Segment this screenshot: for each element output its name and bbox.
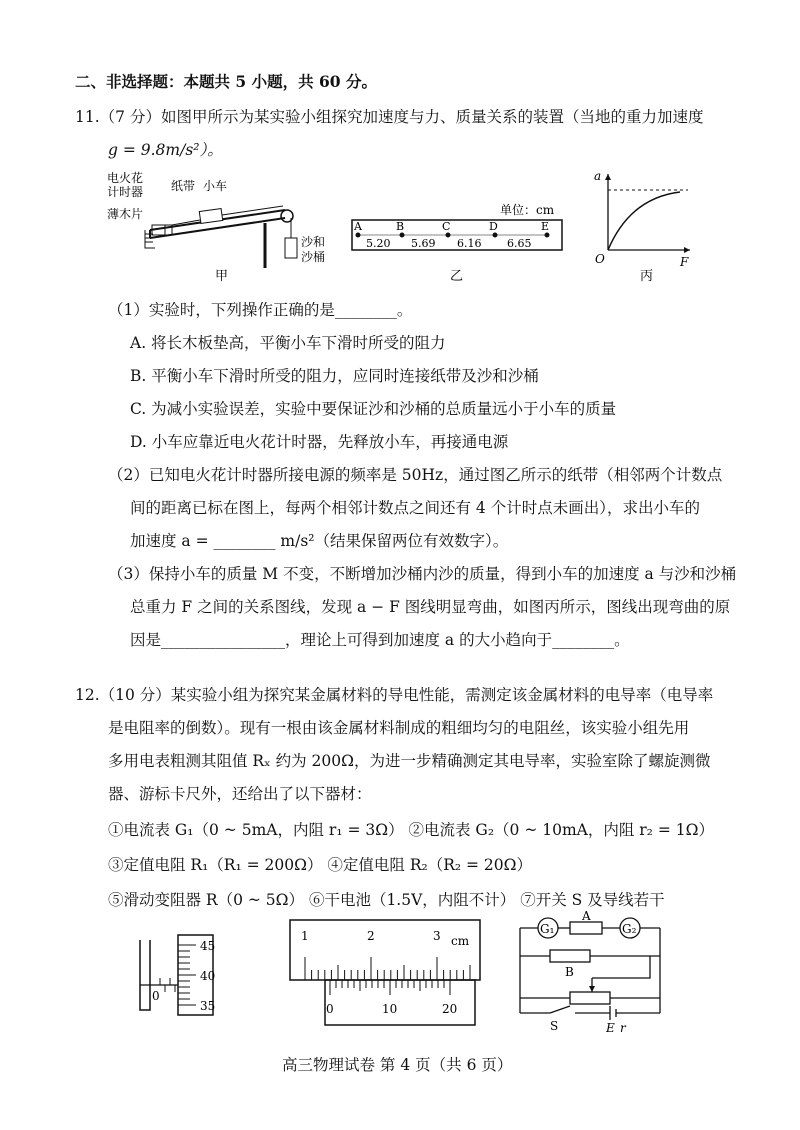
caliper-unit: cm: [451, 934, 470, 948]
caliper-main-2: 2: [367, 929, 375, 943]
q11-part2-l2: 间的距离已标在图上，每两个相邻计数点之间还有 4 个计时点未画出），求出小车的: [130, 499, 700, 517]
page-footer: 高三物理试卷 第 4 页（共 6 页）: [282, 1056, 513, 1074]
micrometer-tick-35: 35: [200, 999, 216, 1013]
circuit-internal-r: r: [620, 1021, 626, 1033]
tape-point-c: C: [442, 220, 451, 233]
label-baomupian: 薄木片: [107, 207, 144, 221]
graph-origin: O: [595, 252, 605, 266]
q11-option-a: A. 将长木板垫高，平衡小车下滑时所受的阻力: [130, 334, 446, 352]
circuit-label-b: B: [565, 965, 574, 979]
label-shahe: 沙和: [301, 235, 326, 249]
caption-jia: 甲: [215, 269, 229, 284]
label-shatong: 沙桶: [301, 250, 326, 264]
tape-point-d: D: [489, 220, 498, 233]
q11-part1: （1）实验时，下列操作正确的是________。: [108, 301, 413, 319]
circuit-g2: G₂: [622, 922, 637, 936]
caliper-main-1: 1: [301, 929, 309, 943]
graph-axis-f: F: [680, 255, 689, 269]
q11-line2: g = 9.8m/s²）。: [108, 141, 223, 159]
micrometer-tick-40: 40: [200, 969, 216, 983]
q12-line4: 器、游标卡尺外，还给出了以下器材：: [108, 785, 372, 803]
section-title: 二、非选择题：本题共 5 小题，共 60 分。: [75, 72, 377, 91]
q11-option-c: C. 为减小实验误差，实验中要保证沙和沙桶的总质量远小于小车的质量: [130, 400, 617, 418]
label-xiaoche: 小车: [203, 179, 228, 193]
caption-yi: 乙: [450, 269, 464, 284]
caliper-vernier-10: 10: [382, 1002, 398, 1016]
q12-item-3-4: ③定值电阻 R₁（R₁ = 200Ω） ④定值电阻 R₂（R₂ = 20Ω）: [108, 856, 533, 874]
label-jishiqi: 计时器: [107, 185, 144, 199]
label-dianhuohua: 电火花: [107, 171, 144, 185]
q12-line3: 多用电表粗测其阻值 Rₓ 约为 200Ω，为进一步精确测定其电导率，实验室除了螺旋测微: [108, 752, 711, 770]
circuit-switch-s: S: [550, 1019, 559, 1033]
figure-micrometer: [130, 930, 250, 1020]
q11-line1: 11.（7 分）如图甲所示为某实验小组探究加速度与力、质量关系的装置（当地的重力加速度: [75, 108, 704, 126]
q12-item-5-7: ⑤滑动变阻器 R（0 ~ 5Ω） ⑥干电池（1.5V，内阻不计） ⑦开关 S 及导线若干: [108, 891, 665, 909]
caliper-vernier-20: 20: [442, 1002, 458, 1016]
caption-bing: 丙: [640, 269, 654, 284]
circuit-emf-e: E: [606, 1021, 615, 1033]
caliper-vernier-0: 0: [326, 1002, 334, 1016]
q11-part3-l1: （3）保持小车的质量 M 不变，不断增加沙桶内沙的质量，得到小车的加速度 a 与沙和沙桶: [108, 565, 737, 583]
figure-yi-tape: [350, 200, 570, 290]
q11-part2-l3: 加速度 a = ________ m/s²（结果保留两位有效数字）。: [130, 532, 509, 550]
figure-caliper: [285, 915, 485, 1030]
tape-point-e: E: [541, 220, 550, 233]
q11-option-d: D. 小车应靠近电火花计时器，先释放小车，再接通电源: [130, 433, 509, 451]
tape-point-a: A: [354, 220, 362, 233]
label-zhidai: 纸带: [171, 179, 196, 193]
micrometer-tick-45: 45: [200, 939, 216, 953]
tape-dist-cd: 6.16: [457, 237, 482, 250]
graph-axis-a: a: [594, 169, 602, 183]
figure-circuit: [510, 908, 670, 1033]
tape-dist-ab: 5.20: [366, 237, 391, 250]
q11-part3-l3: 因是________________，理论上可得到加速度 a 的大小趋向于________。: [130, 631, 630, 649]
circuit-g1: G₁: [540, 922, 555, 936]
caliper-main-3: 3: [433, 929, 441, 943]
q11-part2-l1: （2）已知电火花计时器所接电源的频率是 50Hz，通过图乙所示的纸带（相邻两个计数点: [108, 466, 723, 484]
tape-unit: 单位：cm: [500, 203, 555, 217]
q11-part3-l2: 总重力 F 之间的关系图线，发现 a − F 图线明显弯曲，如图丙所示，图线出现弯曲的原: [130, 598, 731, 616]
q12-line2: 是电阻率的倒数）。现有一根由该金属材料制成的粗细均匀的电阻丝，该实验小组先用: [108, 719, 690, 737]
tape-dist-bc: 5.69: [411, 237, 436, 250]
q12-line1: 12.（10 分）某实验小组为探究某金属材料的导电性能，需测定该金属材料的电导率（电导率: [75, 686, 714, 704]
q12-item-1-2: ①电流表 G₁（0 ~ 5mA，内阻 r₁ = 3Ω） ②电流表 G₂（0 ~ 10mA，内阻 r₂ = 1Ω）: [108, 821, 714, 839]
q11-option-b: B. 平衡小车下滑时所受的阻力，应同时连接纸带及沙和沙桶: [130, 367, 539, 385]
circuit-label-a: A: [582, 909, 591, 923]
micrometer-zero: 0: [152, 989, 160, 1003]
figure-jia-apparatus: [105, 168, 335, 288]
tape-dist-de: 6.65: [507, 237, 532, 250]
tape-point-b: B: [396, 220, 405, 233]
figure-bing-graph: [590, 168, 700, 288]
